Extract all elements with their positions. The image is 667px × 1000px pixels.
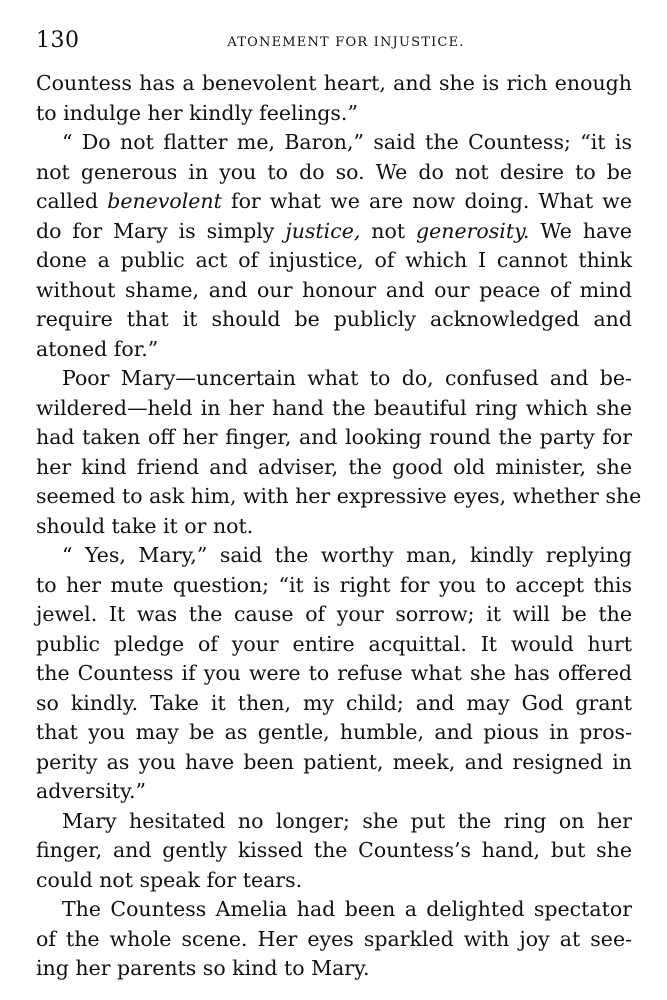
text-line: require that it should be publicly acknowledged and <box>36 307 632 331</box>
italic-word: benevolent <box>107 189 222 213</box>
text-line: without shame, and our honour and our peace of mind <box>36 277 632 302</box>
text-line: to indulge her kindly feelings.” <box>36 100 358 125</box>
text-run: We have <box>529 218 632 243</box>
text-line: her kind friend and adviser, the good old minister, she <box>36 454 632 479</box>
text-line <box>36 217 632 247</box>
text-line: Countess has a benevolent heart, and she is rich enough <box>36 71 632 95</box>
text-line: jewel. It was the cause of your sorrow; it will be the <box>36 602 632 626</box>
paragraph-first-line: “ Do not flatter me, Baron,” said the Countess; “it is <box>62 130 632 154</box>
text-line: not generous in you to do so. We do not desire to be <box>36 159 632 184</box>
text-line: of the whole scene. Her eyes sparkled with joy at see- <box>36 926 632 951</box>
running-title: ATONEMENT FOR INJUSTICE. <box>227 35 465 50</box>
page-body <box>36 69 642 984</box>
text-line: finger, and gently kissed the Countess’s hand, but she <box>36 838 632 862</box>
text-line: public pledge of your entire acquittal. It would hurt <box>36 631 632 656</box>
text-line: adversity.” <box>36 779 147 803</box>
paragraph-first-line: Poor Mary—uncertain what to do, confused and be- <box>62 366 632 390</box>
italic-word: justice, <box>285 218 361 243</box>
text-line: perity as you have been patient, meek, and resigned in <box>36 749 632 774</box>
paragraph-first-line: The Countess Amelia had been a delighted spectator <box>62 897 632 921</box>
text-line: could not speak for tears. <box>36 867 303 892</box>
text-line <box>36 187 632 217</box>
page-number: 130 <box>36 28 80 53</box>
book-page <box>36 28 642 984</box>
text-line: to her mute question; “it is right for you to accept this <box>36 572 632 597</box>
text-line: that you may be as gentle, humble, and pious in pros- <box>36 720 632 744</box>
text-line: ing her parents so kind to Mary. <box>36 956 370 980</box>
text-line: atoned for.” <box>36 336 159 361</box>
text-run: for what we are now doing. What we <box>221 189 632 213</box>
text-line: seemed to ask him, with her expressive eyes, whether she <box>36 484 642 508</box>
text-line: done a public act of injustice, of which I cannot think <box>36 248 632 272</box>
text-line: so kindly. Take it then, my child; and may God grant <box>36 690 632 715</box>
paragraph-first-line: “ Yes, Mary,” said the worthy man, kindly replying <box>62 543 632 567</box>
italic-word: generosity. <box>416 218 530 243</box>
text-run: do for Mary is simply <box>36 218 286 243</box>
text-run: called <box>36 189 108 213</box>
paragraph-first-line: Mary hesitated no longer; she put the ring on her <box>62 808 632 833</box>
text-run: not <box>360 218 417 243</box>
text-line: wildered—held in her hand the beautiful ring which she <box>36 395 632 420</box>
text-line: should take it or not. <box>36 513 254 538</box>
text-line: the Countess if you were to refuse what she has offered <box>36 661 632 685</box>
text-line: had taken off her finger, and looking round the party for <box>36 425 632 449</box>
page-header <box>36 28 632 54</box>
